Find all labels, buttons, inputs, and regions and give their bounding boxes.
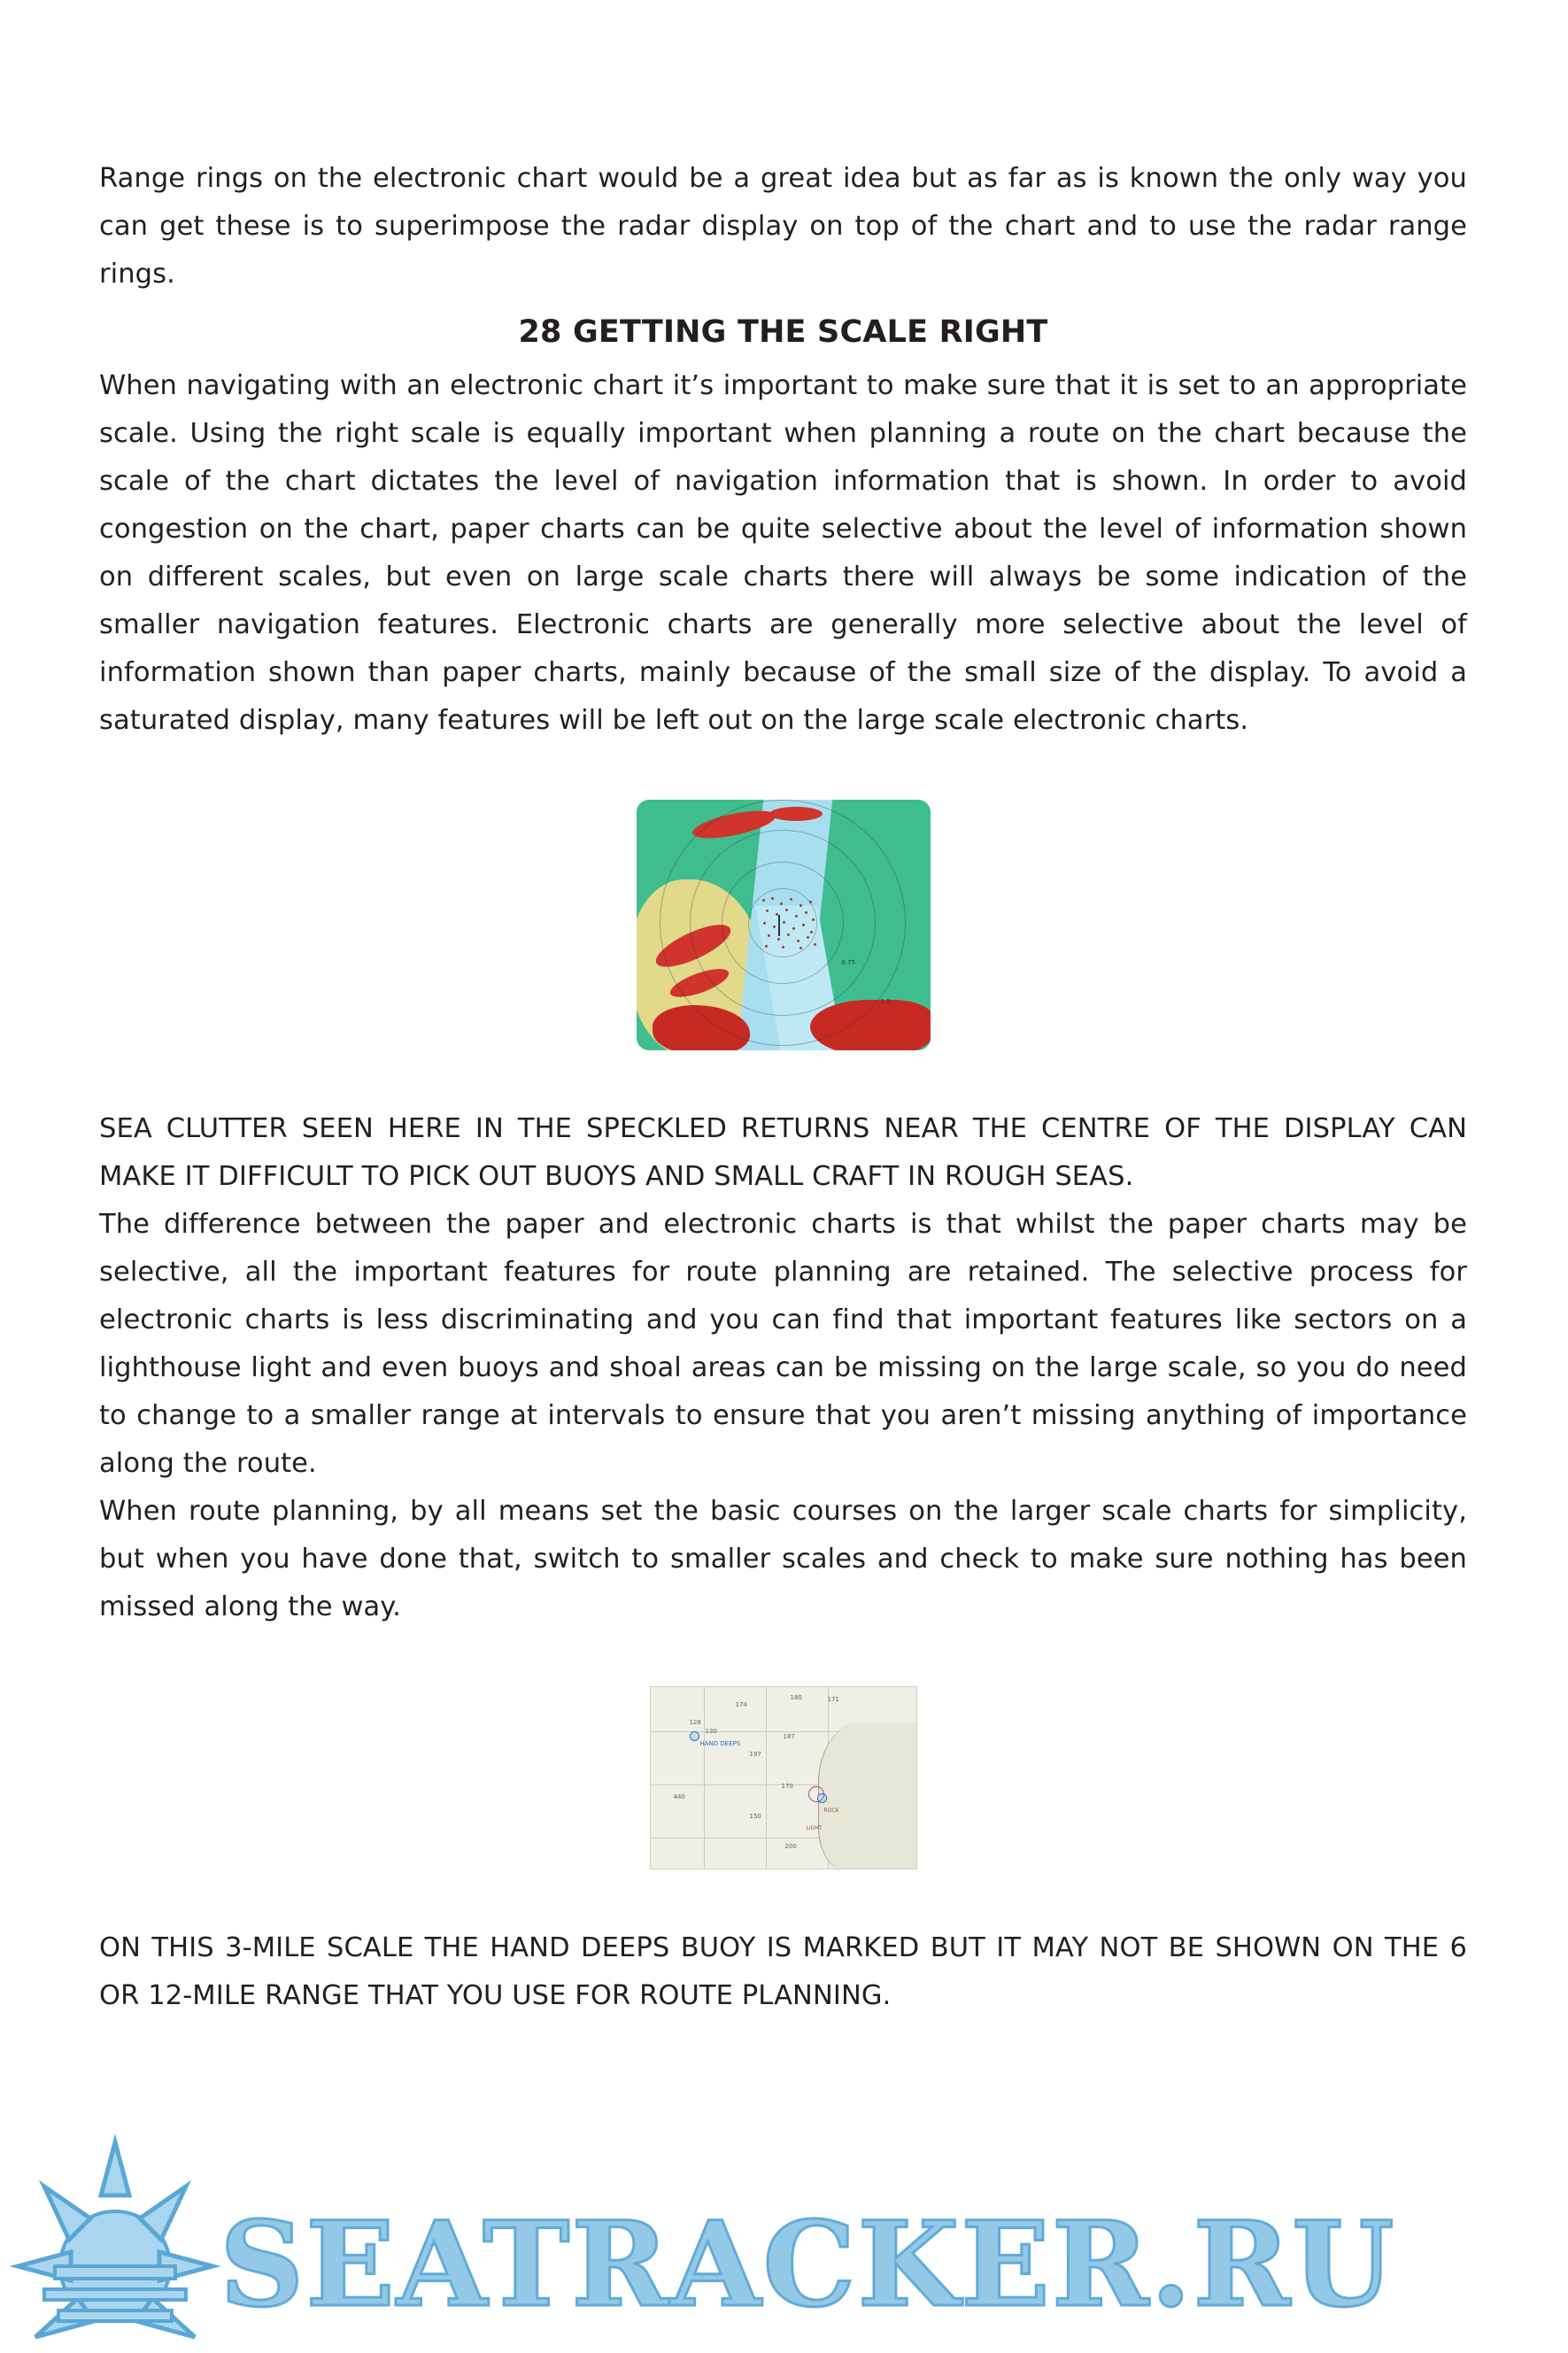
paper-chart-extract-image (650, 1686, 917, 1869)
chart-depth-2: 171 (827, 1696, 839, 1703)
chart-annotation-hand-deeps: HAND DEEPS (699, 1740, 741, 1747)
figure-spacer-top (99, 745, 1467, 800)
chart-buoy-left (690, 1731, 699, 1741)
figure-spacer-bottom (99, 1050, 1467, 1105)
paragraph-paper-vs-electronic: The difference between the paper and electronic charts is that whilst the paper charts may be selective, all the important features for route planning are retained. The selective process for electronic charts is less discriminating and you can find that important features like sectors on a lighthouse light and even buoys and shoal areas can be missing on the large scale, so you do need to change to a smaller range at intervals to ensure that you aren’t missing anything of importance along the route. (99, 1209, 1467, 1479)
chart-depth-8: 440 (673, 1793, 685, 1800)
chart-depth-10: 128 (689, 1719, 701, 1726)
radar-range-label-2: 1.5 (880, 998, 891, 1005)
paragraph-intro: Range rings on the electronic chart would be a great idea but as far as is known the only way you can get these is to superimpose the radar display on top of the chart and to use the radar range rings. (99, 163, 1467, 290)
chart-depth-5: 170 (781, 1783, 793, 1790)
chart-light-sector (808, 1786, 824, 1802)
sun-burst-icon (9, 2133, 221, 2346)
radar-range-label-1: 0.75 (841, 959, 856, 966)
chart-coastline (818, 1722, 917, 1869)
section-heading: 28 GETTING THE SCALE RIGHT (518, 314, 1048, 350)
chart-depth-7: 200 (784, 1843, 797, 1850)
chart-depth-0: 174 (735, 1701, 747, 1708)
chart-depth-6: 150 (749, 1813, 761, 1820)
chart-depth-3: 187 (783, 1733, 795, 1740)
chart-grid-v-1 (704, 1687, 705, 1869)
own-ship-marker (778, 915, 780, 936)
chart-depth-9: 130 (705, 1728, 717, 1735)
paragraph-scale-importance: When navigating with an electronic chart it’s important to make sure that it is set to an appropriate scale. Using the right scale is equally important when planning a route on the chart because the scale of the chart dictates the level of navigation information that is shown. In order to avoid congestion on the chart, paper charts can be quite selective about the level of information shown on different scales, but even on large scale charts there will always be some indication of the smaller navigation features. Electronic charts are generally more selective about the level of information shown than paper charts, mainly because of the small size of the display. To avoid a saturated display, many features will be left out on the large scale electronic charts. (99, 370, 1467, 736)
chart-depth-1: 180 (790, 1694, 802, 1701)
figure-caption-sea-clutter: SEA CLUTTER SEEN HERE IN THE SPECKLED RETURNS NEAR THE CENTRE OF THE DISPLAY CAN MAKE IT DIFFICULT TO PICK OUT BUOYS AND SMALL CRAFT IN ROUGH SEAS. (99, 1113, 1467, 1192)
chart-annotation-rock: ROCK (823, 1807, 839, 1814)
figure-chart-container (99, 1686, 1467, 1869)
watermark (0, 2043, 1568, 2353)
document-content (99, 155, 1467, 2020)
sea-clutter-speckle (761, 895, 815, 948)
watermark-text: SEATRACKER.RU (220, 2196, 1396, 2334)
chart-grid-v-2 (766, 1687, 767, 1869)
paragraph-route-planning: When route planning, by all means set the basic courses on the larger scale charts for simplicity, but when you have done that, switch to smaller scales and check to make sure nothing has been missed along the way. (99, 1496, 1467, 1622)
figure2-spacer-bottom (99, 1869, 1467, 1924)
figure-caption-hand-deeps: ON THIS 3-MILE SCALE THE HAND DEEPS BUOY IS MARKED BUT IT MAY NOT BE SHOWN ON THE 6 OR 12-MILE RANGE THAT YOU USE FOR ROUTE PLANNING. (99, 1932, 1467, 2011)
figure-radar-container (99, 800, 1467, 1050)
chart-annotation-light: LIGHT (806, 1825, 823, 1831)
figure2-spacer-top (99, 1631, 1467, 1686)
radar-chart-overlay-image (637, 800, 931, 1050)
chart-depth-4: 197 (749, 1751, 761, 1758)
